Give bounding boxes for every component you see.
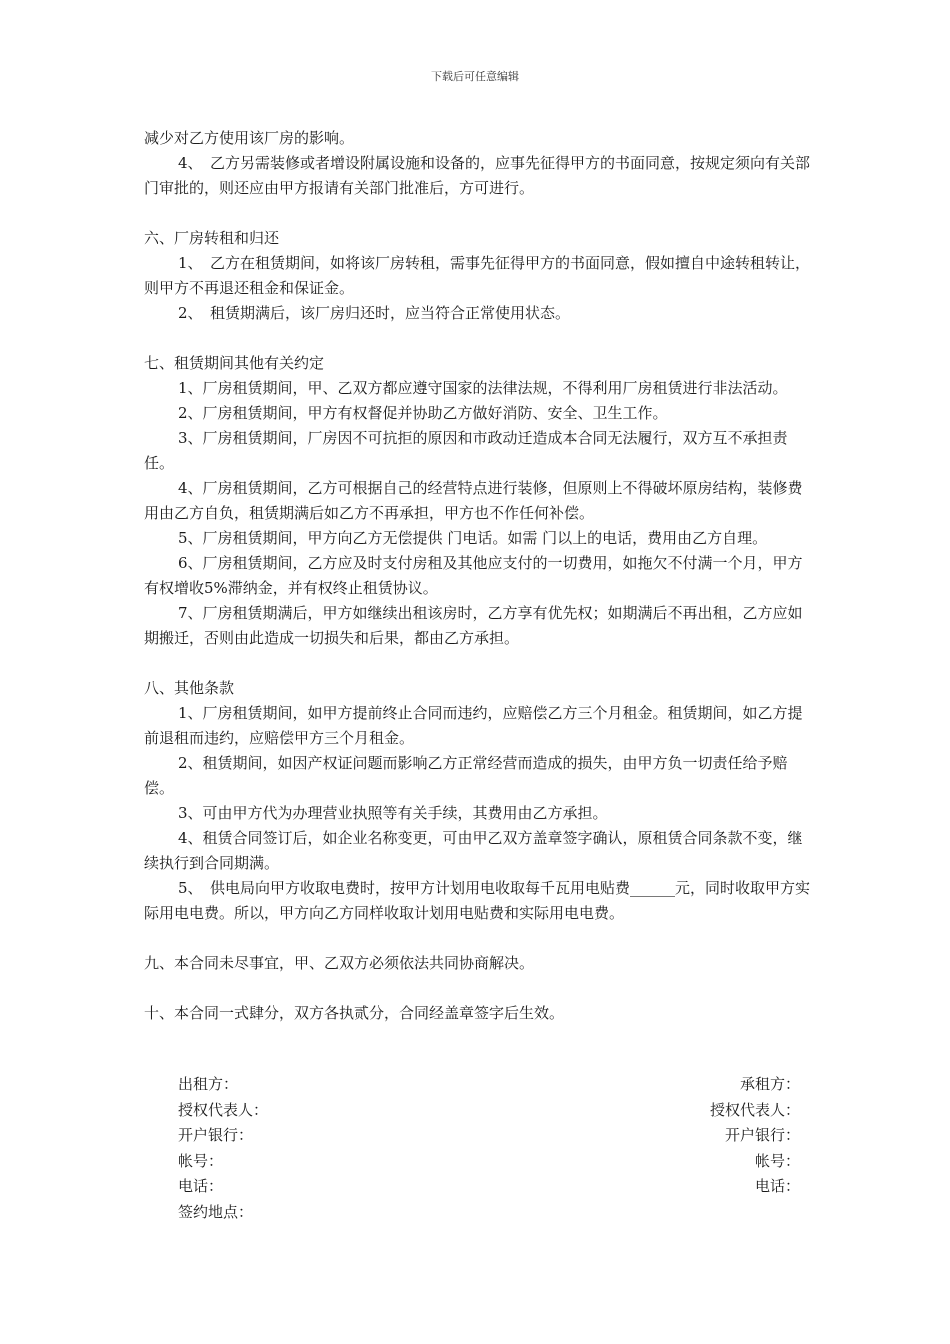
lessor-field-label: 签约地点：	[178, 1202, 254, 1221]
section-heading: 七、租赁期间其他有关约定	[144, 354, 325, 372]
paragraph-gap	[144, 926, 812, 951]
section-heading: 八、其他条款	[144, 679, 235, 697]
signature-row	[178, 1098, 800, 1124]
signature-row	[178, 1174, 800, 1200]
clause-paragraph: 2、租赁期间，如因产权证问题而影响乙方正常经营而造成的损失，由甲方负一切责任给予赔偿。	[144, 754, 788, 797]
lessor-field-label: 帐号：	[178, 1151, 224, 1170]
clause-paragraph: 3、厂房租赁期间，厂房因不可抗拒的原因和市政动迁造成本合同无法履行，双方互不承担责任。	[144, 429, 788, 472]
paragraph-gap	[144, 326, 812, 351]
signature-block	[178, 1072, 800, 1225]
lessee-field-label: 帐号：	[754, 1151, 800, 1170]
clause-paragraph: 5、厂房租赁期间，甲方向乙方无偿提供 门电话。如需 门以上的电话，费用由乙方自理。	[178, 529, 768, 547]
paragraph-gap	[144, 651, 812, 676]
signature-row	[178, 1149, 800, 1175]
section-heading: 九、本合同未尽事宜，甲、乙双方必须依法共同协商解决。	[144, 954, 535, 972]
clause-paragraph: 3、可由甲方代为办理营业执照等有关手续，其费用由乙方承担。	[178, 804, 608, 822]
signature-row	[178, 1072, 800, 1098]
paragraph-gap	[144, 201, 812, 226]
section-heading: 六、厂房转租和归还	[144, 229, 280, 247]
clause-paragraph: 4、 乙方另需装修或者增设附属设施和设备的，应事先征得甲方的书面同意，按规定须向有关部门审批的，则还应由甲方报请有关部门批准后，方可进行。	[144, 154, 811, 197]
clause-paragraph: 6、厂房租赁期间，乙方应及时支付房租及其他应支付的一切费用，如拖欠不付满一个月，甲方有权增收5%滞纳金，并有权终止租赁协议。	[144, 554, 803, 597]
clause-paragraph: 4、租赁合同签订后，如企业名称变更，可由甲乙双方盖章签字确认，原租赁合同条款不变，继续执行到合同期满。	[144, 829, 803, 872]
lessor-field-label: 授权代表人：	[178, 1100, 269, 1119]
lessor-field-label: 开户银行：	[178, 1126, 254, 1144]
clause-paragraph: 4、厂房租赁期间，乙方可根据自己的经营特点进行装修，但原则上不得破坏原房结构，装修费用由乙方自负，租赁期满后如乙方不再承担，甲方也不作任何补偿。	[144, 479, 803, 522]
page-header: 下载后可任意编辑	[431, 70, 519, 83]
lessor-field-label: 电话：	[178, 1177, 224, 1195]
clause-paragraph: 1、厂房租赁期间，甲、乙双方都应遵守国家的法律法规，不得利用厂房租赁进行非法活动。	[178, 379, 788, 397]
lessee-field-label: 电话：	[754, 1177, 800, 1195]
lessor-field-label: 出租方：	[178, 1075, 239, 1093]
clause-paragraph: 7、厂房租赁期满后，甲方如继续出租该房时，乙方享有优先权；如期满后不再出租，乙方应如期搬迁，否则由此造成一切损失和后果，都由乙方承担。	[144, 604, 803, 647]
clause-paragraph: 2、 租赁期满后，该厂房归还时，应当符合正常使用状态。	[178, 304, 571, 322]
signature-row	[178, 1123, 800, 1149]
lessee-field-label: 开户银行：	[724, 1126, 800, 1144]
clause-paragraph: 1、 乙方在租赁期间，如将该厂房转租，需事先征得甲方的书面同意，假如擅自中途转租转让，则甲方不再退还租金和保证金。	[144, 254, 811, 297]
clause-paragraph: 5、 供电局向甲方收取电费时，按甲方计划用电收取每千瓦用电贴费______元，同时收取甲方实际用电电费。所以，甲方向乙方同样收取计划用电贴费和实际用电电费。	[144, 879, 811, 922]
paragraph-gap	[144, 976, 812, 1001]
contract-body	[144, 126, 812, 1026]
clause-paragraph: 1、厂房租赁期间，如甲方提前终止合同而违约，应赔偿乙方三个月租金。租赁期间，如乙方提前退租而违约，应赔偿甲方三个月租金。	[144, 704, 803, 747]
clause-paragraph: 2、厂房租赁期间，甲方有权督促并协助乙方做好消防、安全、卫生工作。	[178, 404, 668, 422]
signature-row	[178, 1200, 800, 1226]
lessee-field-label: 授权代表人：	[709, 1100, 800, 1119]
section-heading: 减少对乙方使用该厂房的影响。	[144, 129, 355, 147]
section-heading: 十、本合同一式肆分，双方各执贰分，合同经盖章签字后生效。	[144, 1004, 565, 1022]
lessee-field-label: 承租方：	[739, 1075, 800, 1093]
